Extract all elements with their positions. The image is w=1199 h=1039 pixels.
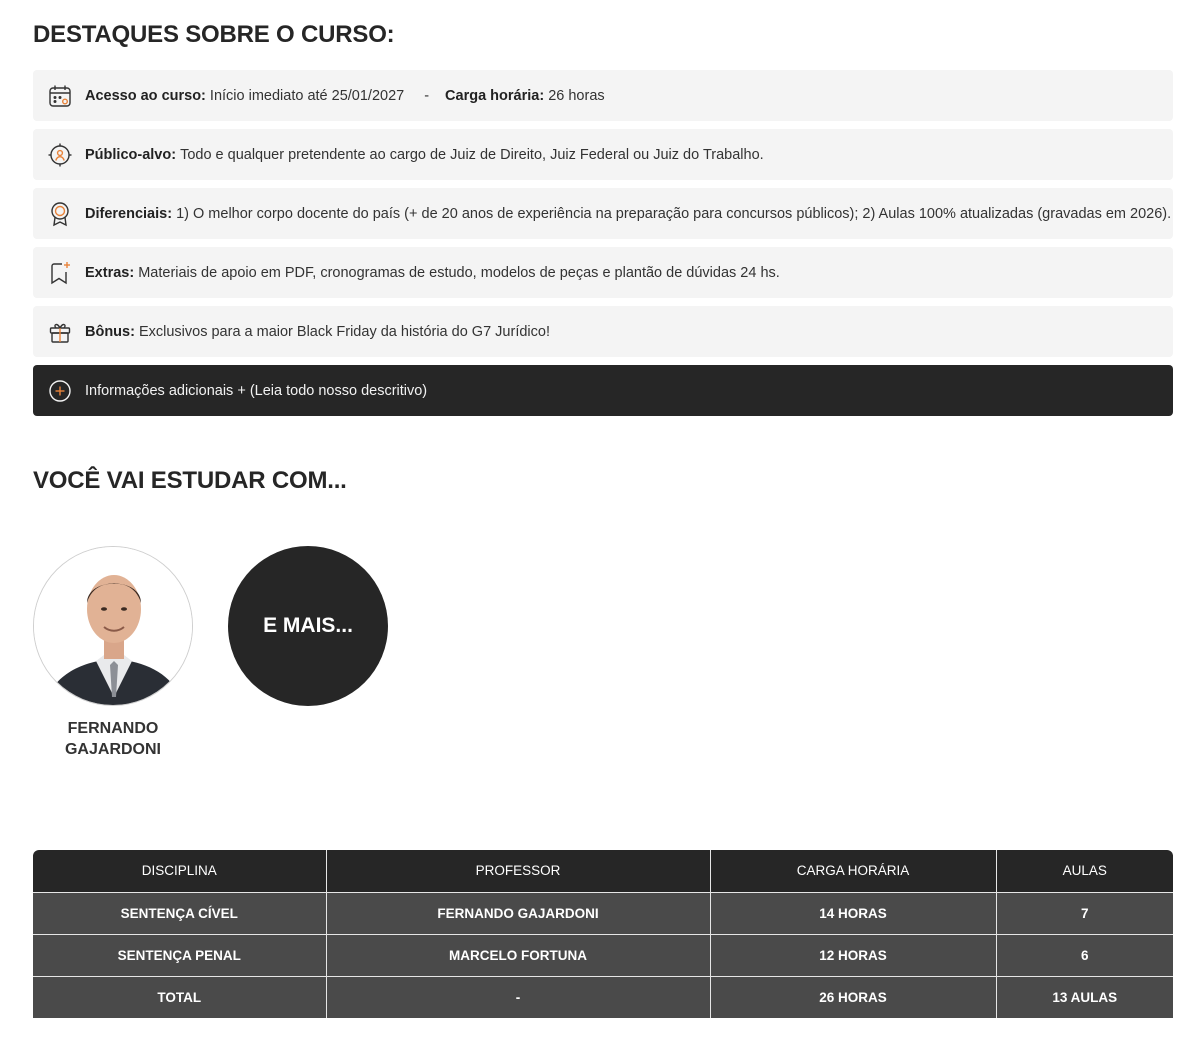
audience-value: Todo e qualquer pretendente ao cargo de Juiz de Direito, Juiz Federal ou Juiz do Trabalho. bbox=[180, 146, 764, 163]
cell-professor: FERNANDO GAJARDONI bbox=[326, 892, 710, 934]
calendar-icon bbox=[47, 83, 73, 109]
cell-workload: 12 HORAS bbox=[710, 934, 996, 976]
table-row bbox=[33, 892, 1173, 934]
highlight-access bbox=[33, 70, 1173, 121]
cell-total-workload: 26 HORAS bbox=[710, 976, 996, 1018]
highlights-list bbox=[33, 70, 1173, 424]
differentials-label: Diferenciais: bbox=[85, 205, 173, 222]
more-teachers-card[interactable] bbox=[228, 546, 388, 760]
teacher-card[interactable] bbox=[33, 546, 193, 760]
cell-total-professor: - bbox=[326, 976, 710, 1018]
highlights-title: DESTAQUES SOBRE O CURSO: bbox=[33, 21, 395, 48]
bonus-value: Exclusivos para a maior Black Friday da história do G7 Jurídico! bbox=[138, 323, 550, 340]
table-total-row bbox=[33, 976, 1173, 1018]
access-label: Acesso ao curso: bbox=[85, 87, 206, 104]
workload-value: 26 horas bbox=[548, 87, 605, 104]
highlight-audience bbox=[33, 129, 1173, 180]
access-value: Início imediato até 25/01/2027 bbox=[209, 87, 405, 104]
target-person-icon bbox=[47, 142, 73, 168]
teachers-list bbox=[33, 546, 423, 760]
bonus-label: Bônus: bbox=[85, 323, 135, 340]
audience-label: Público-alvo: bbox=[85, 146, 177, 163]
teachers-title: VOCÊ VAI ESTUDAR COM... bbox=[33, 467, 347, 494]
cell-total-label: TOTAL bbox=[33, 976, 326, 1018]
cell-professor: MARCELO FORTUNA bbox=[326, 934, 710, 976]
teacher-name-last: GAJARDONI bbox=[64, 741, 161, 758]
highlight-extras bbox=[33, 247, 1173, 298]
plus-circle-icon bbox=[47, 378, 73, 404]
table-header-row bbox=[33, 850, 1173, 892]
header-workload: CARGA HORÁRIA bbox=[710, 850, 996, 892]
gift-icon bbox=[47, 319, 73, 345]
header-classes: AULAS bbox=[996, 850, 1173, 892]
table-row bbox=[33, 934, 1173, 976]
header-discipline: DISCIPLINA bbox=[33, 850, 326, 892]
extras-label: Extras: bbox=[85, 264, 135, 281]
teacher-name bbox=[33, 718, 193, 760]
header-professor: PROFESSOR bbox=[326, 850, 710, 892]
more-teachers-button[interactable]: E MAIS... bbox=[228, 546, 388, 706]
differentials-value: 1) O melhor corpo docente do país (+ de 20 anos de experiência na preparação para concursos públicos); 2) Aulas 100% atualizadas (gravadas em 2026). bbox=[176, 205, 1172, 222]
cell-discipline: SENTENÇA PENAL bbox=[33, 934, 326, 976]
extras-value: Materiais de apoio em PDF, cronogramas de estudo, modelos de peças e plantão de dúvidas 24 hs. bbox=[138, 264, 780, 281]
cell-workload: 14 HORAS bbox=[710, 892, 996, 934]
cell-discipline: SENTENÇA CÍVEL bbox=[33, 892, 326, 934]
avatar[interactable] bbox=[33, 546, 193, 706]
bookmark-plus-icon bbox=[47, 260, 73, 286]
more-info-button[interactable] bbox=[33, 365, 1173, 416]
cell-classes: 7 bbox=[996, 892, 1173, 934]
more-info-label: Informações adicionais + (Leia todo nosso descritivo) bbox=[85, 382, 428, 399]
cell-total-classes: 13 AULAS bbox=[996, 976, 1173, 1018]
award-icon bbox=[47, 201, 73, 227]
access-separator: - bbox=[424, 87, 430, 104]
cell-classes: 6 bbox=[996, 934, 1173, 976]
subjects-table bbox=[33, 850, 1173, 1018]
teacher-name-first: FERNANDO bbox=[67, 720, 159, 737]
highlight-differentials bbox=[33, 188, 1173, 239]
highlight-bonus bbox=[33, 306, 1173, 357]
workload-label: Carga horária: bbox=[445, 87, 545, 104]
